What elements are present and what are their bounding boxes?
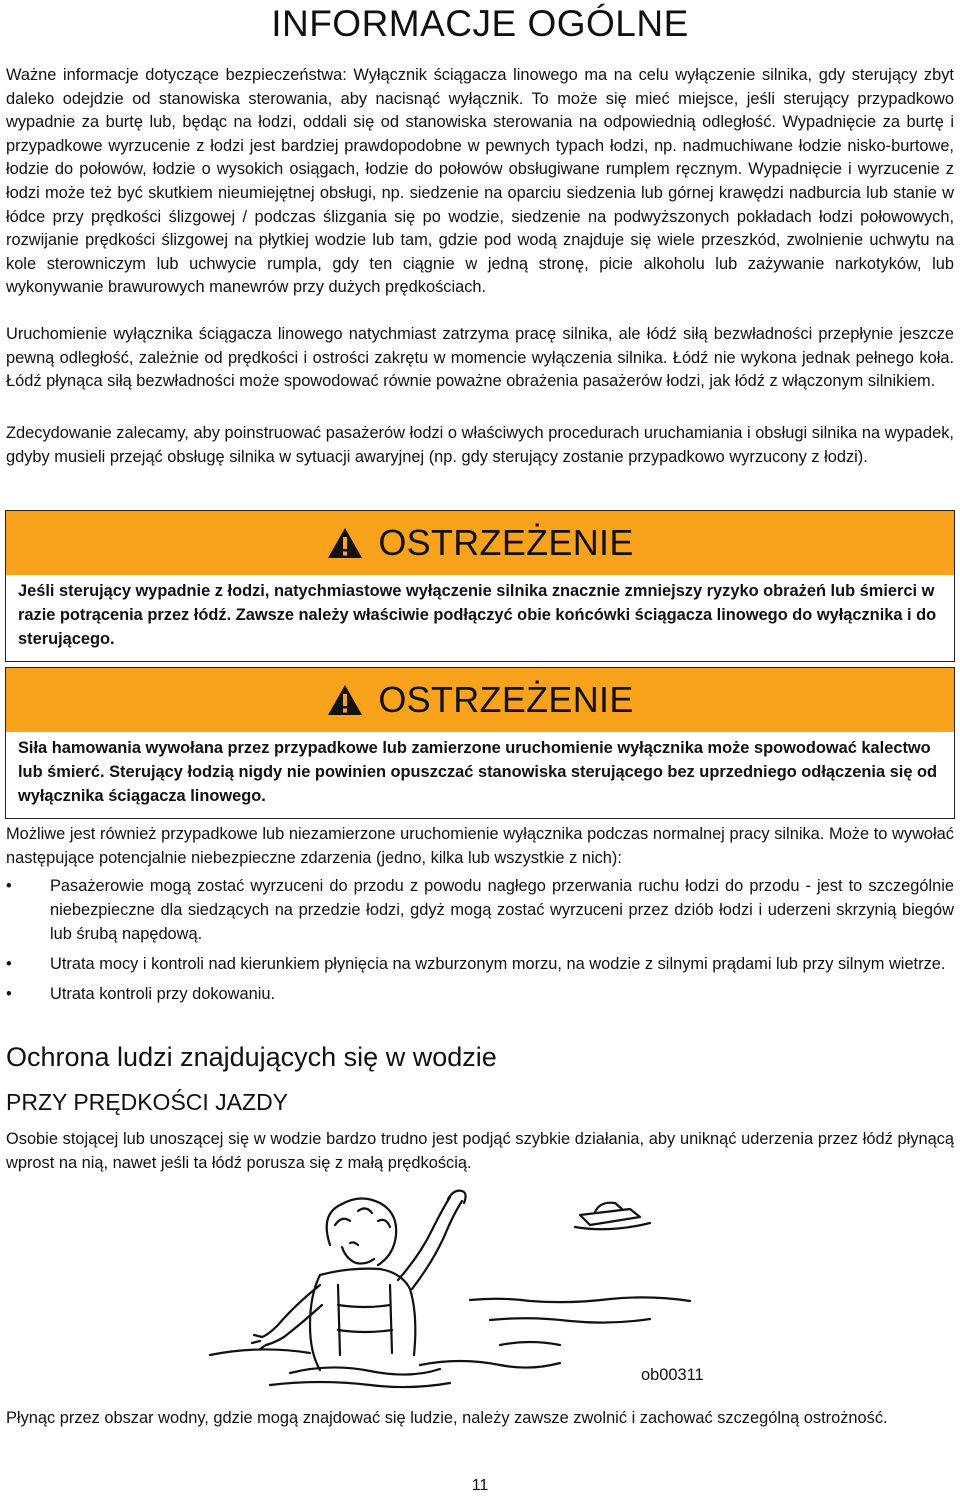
person-in-water-illustration — [170, 1185, 750, 1395]
paragraph-stop-switch: Uruchomienie wyłącznika ściągacza linowego natychmiast zatrzyma pracę silnika, ale łódź siłą bezwładności przepłynie jeszcze pewną odległość, zależnie od prędkości i ostrości zakrętu w momencie wyłączenia silnika. Łódź nie wykona jednak pełnego koła. Łódź płynąca siłą bezwładności może spowodować równie poważne obrażenia pasażerów łodzi, jak łódź z włączonym silnikiem. — [6, 325, 954, 391]
hazard-list — [6, 874, 954, 1012]
paragraph-accidental-activation: Możliwe jest również przypadkowe lub niezamierzone uruchomienie wyłącznika podczas normalnej pracy silnika. Może to wywołać następujące potencjalnie niebezpieczne zdarzenia (jedno, kilka lub wszystkie z nich): — [6, 825, 954, 867]
figure-label: ob00311 — [641, 1366, 704, 1384]
warning-triangle-icon — [326, 526, 364, 560]
warning-header — [6, 511, 954, 575]
intro-lead: Ważne informacje dotyczące bezpieczeństwa: — [6, 66, 347, 84]
intro-paragraph — [6, 64, 954, 300]
warning-box-1 — [5, 510, 955, 662]
warning-header — [6, 668, 954, 732]
warning-triangle-icon — [326, 683, 364, 717]
subsection-heading: PRZY PRĘDKOŚCI JAZDY — [6, 1089, 289, 1115]
bullet-icon: • — [6, 985, 12, 1003]
list-item: • Utrata mocy i kontroli nad kierunkiem płynięcia na wzburzonym morzu, na wodzie z silnymi prądami lub przy silnym wietrze. — [6, 952, 954, 976]
list-item: • Utrata kontroli przy dokowaniu. — [6, 982, 954, 1006]
intro-text: Wyłącznik ściągacza linowego ma na celu wyłączenie silnika, gdy sterujący zbyt daleko odejdzie od stanowiska sterowania, aby nacisnąć wyłącznik. To może się mieć miejsce, jeśli sterujący przypadkowo wypadnie za burtę lub, będąc na łodzi, oddali się od stanowiska sterowania na odpowiednią odległość. Wypadnięcie za burtę i przypadkowe wyrzucenie z łodzi jest bardziej prawdopodobne w pewnych typach łodzi, np. nadmuchiwane łodzie nisko-burtowe, łodzie do połowów, łodzie o wysokich osiągach, łodzie do połowów obsługiwane rumplem ręcznym. Wypadnięcie i wyrzucenie z łodzi może też być skutkiem nieumiejętnej obsługi, np. siedzenie na oparciu siedzenia lub górnej krawędzi nadburcia lub stanie w łódce przy prędkości ślizgowej / podczas ślizgania się po wodzie, siedzenie na podwyższonych pokładach łodzi połowowych, rozwijanie prędkości ślizgowej na płytkiej wodzie lub tam, gdzie pod wodą znajduje się wiele przeszkód, zwolnienie uchwytu na kole sterowniczym lub uchwycie rumpla, gdy ten ciągnie w jedną stronę, picie alkoholu lub zażywanie narkotyków, lub wykonywanie brawurowych manewrów przy dużych prędkościach. — [6, 66, 954, 297]
warning-box-2 — [5, 667, 955, 819]
paragraph-slow-down: Płynąc przez obszar wodny, gdzie mogą znajdować się ludzie, należy zawsze zwolnić i zachować szczególną ostrożność. — [6, 1409, 888, 1427]
list-item: • Pasażerowie mogą zostać wyrzuceni do przodu z powodu nagłego przerwania ruchu łodzi do przodu - jest to szczególnie niebezpieczne dla siedzących na przedzie łodzi, gdyż mogą zostać wyrzuceni przez dziób łodzi i uderzeni skrzynią biegów lub śrubą napędową. — [6, 874, 954, 946]
warning-heading: OSTRZEŻENIE — [378, 679, 634, 720]
paragraph-person-in-water: Osobie stojącej lub unoszącej się w wodzie bardzo trudno jest podjąć szybkie działania, aby uniknąć uderzenia przez łódź płynącą wprost na nią, nawet jeśli ta łódź porusza się z małą prędkością. — [6, 1130, 954, 1172]
page-number: 11 — [471, 1477, 489, 1494]
section-heading: Ochrona ludzi znajdujących się w wodzie — [6, 1042, 497, 1072]
warning-heading: OSTRZEŻENIE — [378, 522, 634, 563]
warning-text: Siła hamowania wywołana przez przypadkowe lub zamierzone uruchomienie wyłącznika może spowodować kalectwo lub śmierć. Sterujący łodzią nigdy nie powinien opuszczać stanowiska sterującego bez uprzedniego odłączenia się od wyłącznika ściągacza linowego. — [18, 739, 938, 805]
bullet-icon: • — [6, 877, 12, 895]
warning-text: Jeśli sterujący wypadnie z łodzi, natychmiastowe wyłączenie silnika znacznie zmniejszy ryzyko obrażeń lub śmierci w razie potrącenia przez łódź. Zawsze należy właściwie podłączyć obie końcówki ściągacza linowego do wyłącznika i do sterującego. — [18, 582, 937, 648]
bullet-icon: • — [6, 955, 12, 973]
page-title: INFORMACJE OGÓLNE — [271, 3, 689, 44]
paragraph-instruct-passengers: Zdecydowanie zalecamy, aby poinstruować pasażerów łodzi o właściwych procedurach uruchamiania i obsługi silnika na wypadek, gdyby musieli przejąć obsługę silnika w sytuacji awaryjnej (np. gdy sterujący zostanie przypadkowo wyrzucony z łodzi). — [6, 424, 954, 466]
